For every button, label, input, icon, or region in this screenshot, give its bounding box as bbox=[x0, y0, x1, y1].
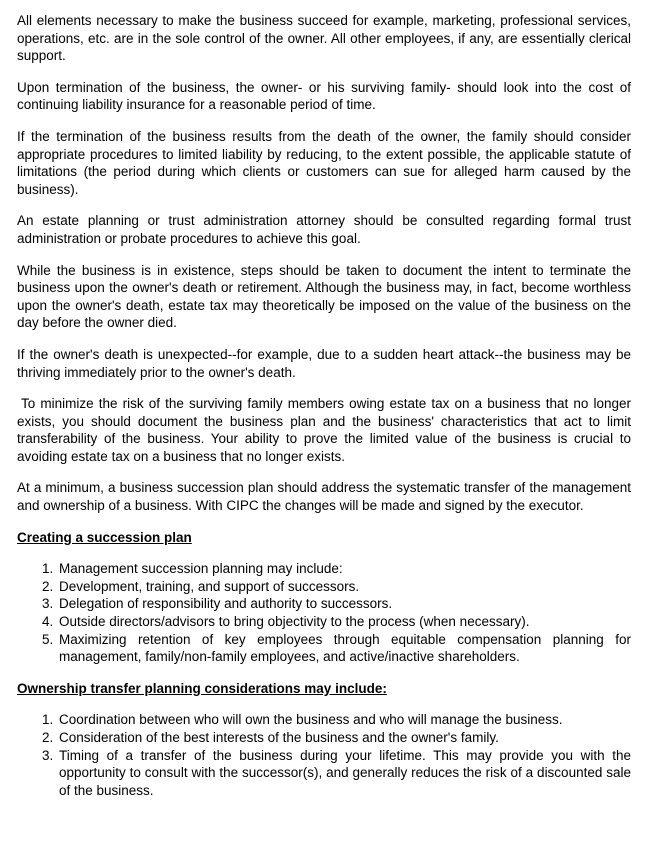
management-succession-list bbox=[17, 560, 631, 666]
paragraph-sole-control: All elements necessary to make the business succeed for example, marketing, professional services, operations, etc. are in the sole control of the owner. All other employees, if any, are essentially clerical support. bbox=[17, 13, 631, 64]
list-item: 1. Coordination between who will own the business and who will manage the business. bbox=[57, 711, 631, 729]
paragraph-death-limitations: If the termination of the business results from the death of the owner, the family should consider appropriate procedures to limited liability by reducing, to the extent possible, the applicable statute of limitations (the period during which clients or customers can sue for alleged harm caused by the business). bbox=[17, 128, 631, 197]
paragraph-document-intent: While the business is in existence, steps should be taken to document the intent to terminate the business upon the owner's death or retirement. Although the business may, in fact, become worthless upon the owner's death, estate tax may theoretically be imposed on the value of the business on the day before the owner died. bbox=[17, 262, 631, 331]
paragraph-unexpected-death: If the owner's death is unexpected--for example, due to a sudden heart attack--the business may be thriving immediately prior to the owner's death. bbox=[17, 346, 631, 380]
list-item: 2. Development, training, and support of successors. bbox=[57, 578, 631, 596]
paragraph-succession-plan-minimum: At a minimum, a business succession plan should address the systematic transfer of the management and ownership of a business. With CIPC the changes will be made and signed by the executor. bbox=[17, 480, 631, 514]
list-item: 1. Management succession planning may include: bbox=[57, 560, 631, 578]
list-item: 3. Timing of a transfer of the business during your lifetime. This may provide you with the opportunity to consult with the successor(s), and generally reduces the risk of a discounted sale of the business. bbox=[57, 747, 631, 800]
ownership-transfer-list bbox=[17, 711, 631, 799]
list-item: 4. Outside directors/advisors to bring objectivity to the process (when necessary). bbox=[57, 613, 631, 631]
paragraph-termination-insurance: Upon termination of the business, the owner- or his surviving family- should look into the cost of continuing liability insurance for a reasonable period of time. bbox=[17, 79, 631, 113]
paragraph-estate-attorney: An estate planning or trust administration attorney should be consulted regarding formal trust administration or probate procedures to achieve this goal. bbox=[17, 213, 631, 246]
list-item: 3. Delegation of responsibility and authority to successors. bbox=[57, 595, 631, 613]
section-heading-ownership-transfer: Ownership transfer planning considerations may include: bbox=[17, 680, 387, 696]
list-item: 5. Maximizing retention of key employees through equitable compensation planning for management, family/non-family employees, and active/inactive shareholders. bbox=[57, 631, 631, 666]
section-heading-creating-succession-plan: Creating a succession plan bbox=[17, 529, 192, 545]
list-item: 2. Consideration of the best interests of the business and the owner's family. bbox=[57, 729, 631, 747]
paragraph-minimize-risk: To minimize the risk of the surviving family members owing estate tax on a business that no longer exists, you should document the business plan and the business' characteristics that act to limit transferability of the business. Your ability to prove the limited value of the business is crucial to avoiding estate tax on a business that no longer exists. bbox=[17, 396, 631, 464]
